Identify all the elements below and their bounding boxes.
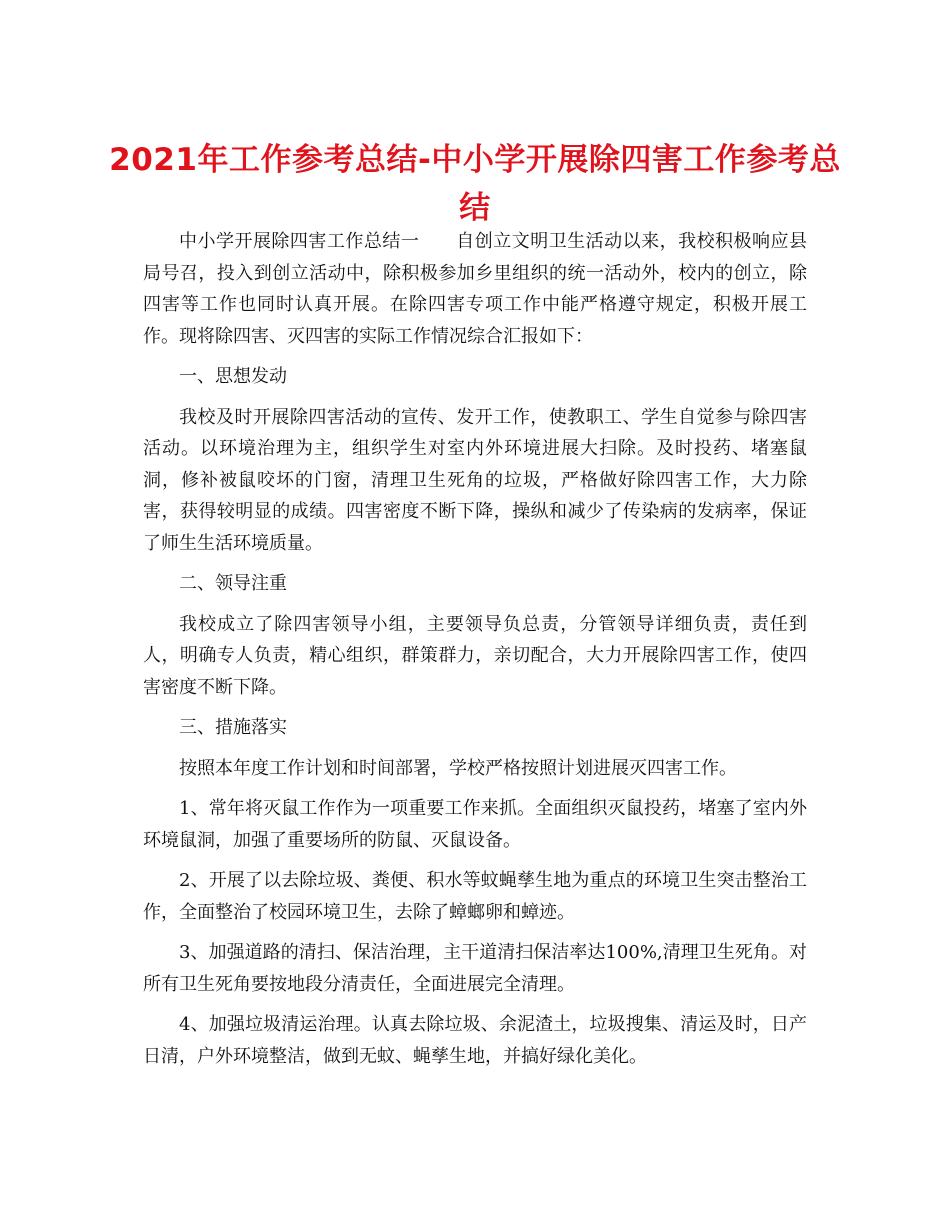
- section-heading-1: 一、思想发动: [179, 366, 287, 387]
- section-heading-3: 三、措施落实: [179, 717, 287, 738]
- measure-item-3: 3、加强道路的清扫、保洁治理，主干道清扫保洁率达100%,清理卫生死角。对所有卫生死角要按地段分清责任，全面进展完全清理。: [143, 942, 807, 995]
- measure-item-2: 2、开展了以去除垃圾、粪便、积水等蚊蝇孳生地为重点的环境卫生突击整治工作，全面整治了校园环境卫生，去除了蟑螂卵和蟑迹。: [143, 870, 807, 923]
- section-2-paragraph: 我校成立了除四害领导小组，主要领导负总责，分管领导详细负责，责任到人，明确专人负责，精心组织，群策群力，亲切配合，大力开展除四害工作，使四害密度不断下降。: [143, 613, 807, 698]
- intro-paragraph: 中小学开展除四害工作总结一 自创立文明卫生活动以来，我校积极响应县局号召，投入到创立活动中，除积极参加乡里组织的统一活动外，校内的创立，除四害等工作也同时认真开展。在除四害专项工作中能严格遵守规定，积极开展工作。现将除四害、灭四害的实际工作情况综合汇报如下：: [143, 231, 807, 347]
- section-1-paragraph: 我校及时开展除四害活动的宣传、发开工作，使教职工、学生自觉参与除四害活动。以环境治理为主，组织学生对室内外环境进展大扫除。及时投药、堵塞鼠洞，修补被鼠咬坏的门窗，清理卫生死角的垃圾，严格做好除四害工作，大力除害，获得较明显的成绩。四害密度不断下降，操纵和减少了传染病的发病率，保证了师生生活环境质量。: [143, 406, 807, 554]
- measure-item-4: 4、加强垃圾清运治理。认真去除垃圾、余泥渣土，垃圾搜集、清运及时，日产日清，户外环境整洁，做到无蚊、蝇孳生地，并搞好绿化美化。: [143, 1014, 807, 1067]
- document-body: [143, 226, 807, 1081]
- section-heading-2: 二、领导注重: [179, 573, 287, 594]
- measure-item-1: 1、常年将灭鼠工作作为一项重要工作来抓。全面组织灭鼠投药，堵塞了室内外环境鼠洞，加强了重要场所的防鼠、灭鼠设备。: [143, 798, 807, 851]
- section-3-intro-paragraph: 按照本年度工作计划和时间部署，学校严格按照计划进展灭四害工作。: [179, 757, 737, 779]
- document-title: 2021年工作参考总结-中小学开展除四害工作参考总结: [109, 142, 841, 226]
